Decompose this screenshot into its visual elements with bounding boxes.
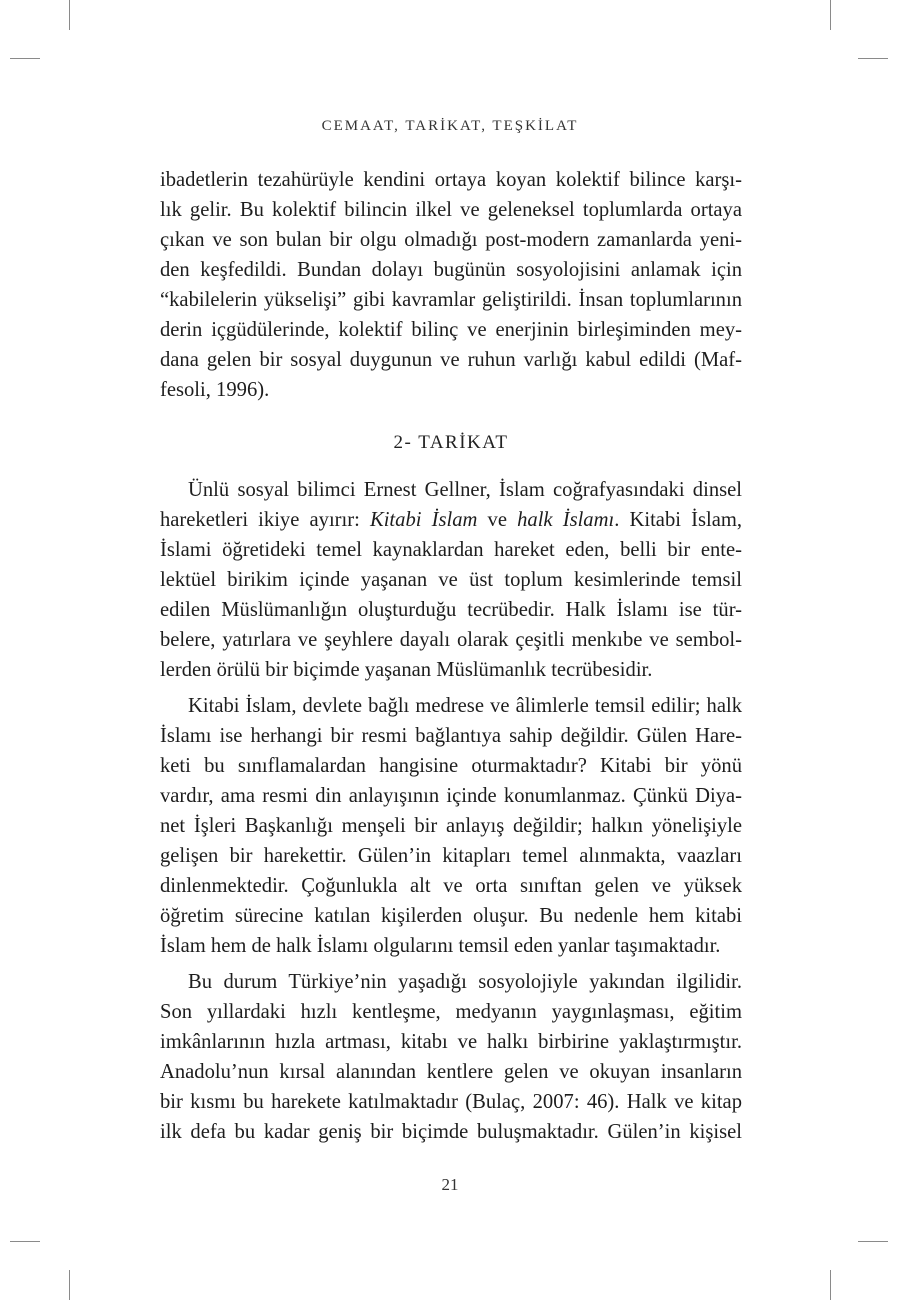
text-line: dana gelen bir sosyal duygunun ve ruhun varlığı kabul edildi (Maf- <box>160 349 742 371</box>
running-head: CEMAAT, TARİKAT, TEŞKİLAT <box>321 118 579 134</box>
crop-mark-left-lower <box>10 1241 40 1242</box>
text-line: İslamı ise herhangi bir resmi bağlantıya sahip değildir. Gülen Hare- <box>160 725 742 747</box>
text-line-with-emphasis <box>160 505 742 535</box>
text-line: ibadetlerin tezahürüyle kendini ortaya koyan kolektif bilince karşı- <box>160 169 742 191</box>
body-text <box>160 165 742 1147</box>
crop-mark-right-upper <box>858 58 888 59</box>
text-span: . Kitabi İslam, <box>614 509 743 531</box>
emphasis-term: Kitabi İslam <box>369 509 478 531</box>
text-line: belere, yatırlara ve şeyhlere dayalı olarak çeşitli menkıbe ve sembol- <box>160 629 742 651</box>
text-line: Ünlü sosyal bilimci Ernest Gellner, İslam coğrafyasındaki dinsel <box>188 479 742 501</box>
text-line: ilk defa bu kadar geniş bir biçimde buluşmaktadır. Gülen’in kişisel <box>160 1121 742 1143</box>
text-line: dinlenmektedir. Çoğunlukla alt ve orta sınıftan gelen ve yüksek <box>160 875 742 897</box>
text-line: den keşfedildi. Bundan dolayı bugünün sosyolojisini anlamak için <box>160 259 742 281</box>
crop-mark-top-left <box>69 0 70 30</box>
text-line: “kabilelerin yükselişi” gibi kavramlar geliştirildi. İnsan toplumlarının <box>160 289 742 311</box>
text-line: lık gelir. Bu kolektif bilincin ilkel ve geleneksel toplumlarda ortaya <box>160 199 742 221</box>
crop-mark-right-lower <box>858 1241 888 1242</box>
text-line: lektüel birikim içinde yaşanan ve üst toplum kesimlerinde temsil <box>160 569 742 591</box>
text-line: İslami öğretideki temel kaynaklardan hareket eden, belli bir ente- <box>160 539 742 561</box>
text-line: Son yıllardaki hızlı kentleşme, medyanın yaygınlaşması, eğitim <box>160 1001 742 1023</box>
text-line: vardır, ama resmi din anlayışının içinde konumlanmaz. Çünkü Diya- <box>160 785 742 807</box>
text-line: lerden örülü bir biçimde yaşanan Müslümanlık tecrübesidir. <box>160 659 653 681</box>
text-line: çıkan ve son bulan bir olgu olmadığı post-modern zamanlarda yeni- <box>160 229 742 251</box>
text-line: gelişen bir harekettir. Gülen’in kitapları temel alınmakta, vaazları <box>160 845 742 867</box>
paragraph-turkey-sociology <box>160 967 742 1147</box>
emphasis-term: halk İslamı <box>517 509 615 531</box>
crop-mark-left-upper <box>10 58 40 59</box>
text-line: İslam hem de halk İslamı olgularını temsil eden yanlar taşımaktadır. <box>160 935 721 957</box>
crop-mark-bottom-left <box>69 1270 70 1300</box>
text-line: derin içgüdülerinde, kolektif bilinç ve enerjinin birleşiminden mey- <box>160 319 742 341</box>
text-line: fesoli, 1996). <box>160 379 270 401</box>
text-line: net İşleri Başkanlığı menşeli bir anlayış değildir; halkın yönelişiyle <box>160 815 742 837</box>
crop-mark-bottom-right <box>830 1270 831 1300</box>
text-line: Kitabi İslam, devlete bağlı medrese ve âlimlerle temsil edilir; halk <box>188 695 742 717</box>
text-line: edilen Müslümanlığın oluşturduğu tecrübedir. Halk İslamı ise tür- <box>160 599 742 621</box>
paragraph-kitabi-islam <box>160 691 742 961</box>
page-number: 21 <box>441 1175 459 1194</box>
text-line: Anadolu’nun kırsal alanından kentlere gelen ve okuyan insanların <box>160 1061 742 1083</box>
text-line: bir kısmı bu harekete katılmaktadır (Bulaç, 2007: 46). Halk ve kitap <box>160 1091 742 1113</box>
section-heading: 2- TARİKAT <box>393 432 509 453</box>
text-line: Bu durum Türkiye’nin yaşadığı sosyolojiyle yakından ilgilidir. <box>188 971 742 993</box>
paragraph-collective-consciousness <box>160 165 742 405</box>
text-line: öğretim sürecine katılan kişilerden oluşur. Bu nedenle hem kitabi <box>160 905 742 927</box>
text-line: imkânlarının hızla artması, kitabı ve halkı birbirine yaklaştırmıştır. <box>160 1031 742 1053</box>
crop-mark-top-right <box>830 0 831 30</box>
text-line: keti bu sınıflamalardan hangisine oturmaktadır? Kitabi bir yönü <box>160 755 742 777</box>
paragraph-gellner <box>160 475 742 685</box>
text-span: hareketleri ikiye ayırır: <box>160 509 370 531</box>
text-span: ve <box>477 509 518 531</box>
